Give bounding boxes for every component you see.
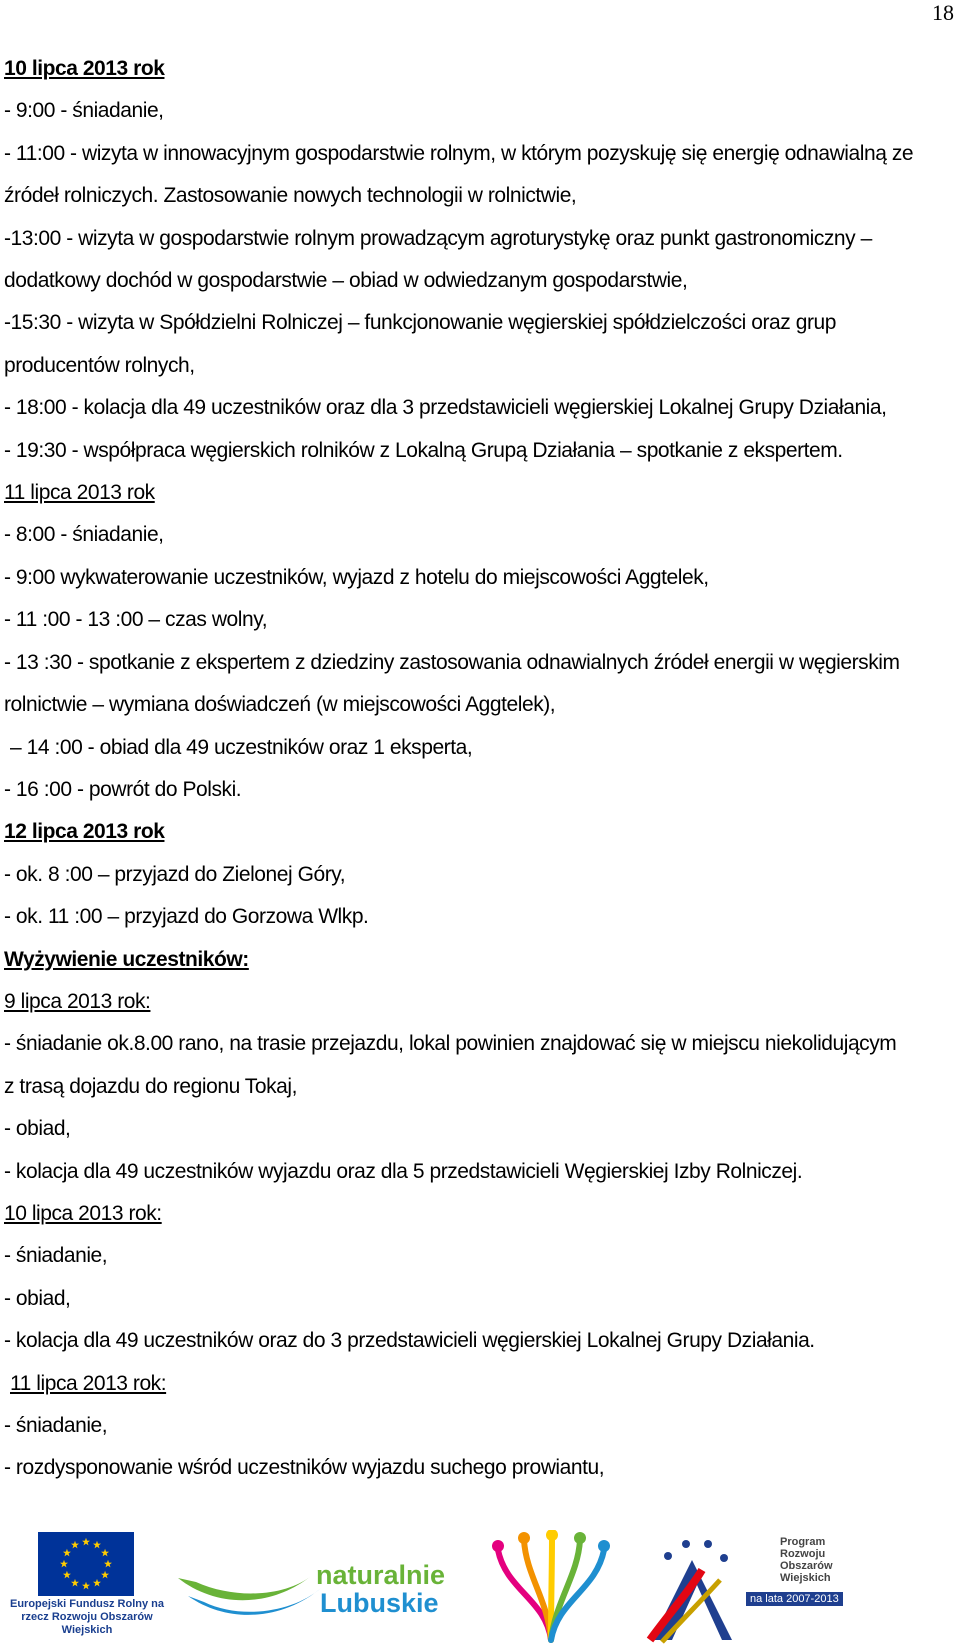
text-line: z trasą dojazdu do regionu Tokaj, [4, 1074, 297, 1098]
eu-star-icon [82, 1582, 90, 1590]
eu-star-icon [101, 1549, 109, 1557]
text-line: - ok. 8 :00 – przyjazd do Zielonej Góry, [4, 862, 346, 886]
eu-star-icon [93, 1541, 101, 1549]
text-line: 11 lipca 2013 rok: [10, 1371, 167, 1395]
text-line: - 13 :30 - spotkanie z ekspertem z dziedziny zastosowania odnawialnych źródeł energii w węgierskim [4, 650, 900, 674]
text-line: - kolacja dla 49 uczestników oraz do 3 przedstawicieli węgierskiej Lokalnej Grupy Działania. [4, 1329, 815, 1353]
lubuskie-text: Lubuskie [320, 1588, 439, 1618]
prow-title [780, 1536, 833, 1584]
eu-star-icon [60, 1560, 68, 1568]
naturalnie-text: naturalnie [316, 1560, 446, 1590]
text-line: - śniadanie ok.8.00 rano, na trasie przejazdu, lokal powinien znajdować się w miejscu niekolidującym [4, 1032, 897, 1056]
leader-flower-logo [486, 1530, 616, 1646]
eu-star-icon [71, 1541, 79, 1549]
text-line: - kolacja dla 49 uczestników wyjazdu oraz dla 5 przedstawicieli Węgierskiej Izby Rolniczej. [4, 1159, 803, 1183]
text-line: -13:00 - wizyta w gospodarstwie rolnym prowadzącym agroturystykę oraz punkt gastronomiczny – [4, 226, 872, 250]
text-line: 10 lipca 2013 rok [4, 57, 165, 80]
prow-emblem-icon [642, 1530, 742, 1646]
prow-period: na lata 2007-2013 [746, 1592, 843, 1606]
eu-star-icon [71, 1579, 79, 1587]
text-line: źródeł rolniczych. Zastosowanie nowych technologii w rolnictwie, [4, 184, 577, 208]
eu-star-icon [104, 1560, 112, 1568]
prow-line: Rozwoju [780, 1548, 826, 1560]
text-line: - obiad, [4, 1286, 71, 1310]
eu-fund-caption: Europejski Fundusz Rolny na rzecz Rozwoju Obszarów Wiejskich [9, 1598, 165, 1636]
text-line: - 9:00 - śniadanie, [4, 99, 164, 123]
prow-line: Wiejskich [780, 1572, 831, 1584]
text-line: – 14 :00 - obiad dla 49 uczestników oraz 1 eksperta, [10, 735, 473, 759]
eu-star-icon [93, 1579, 101, 1587]
text-line: Wyżywienie uczestników: [4, 947, 249, 971]
flower-icon [486, 1530, 616, 1646]
text-line: 9 lipca 2013 rok: [4, 989, 151, 1013]
text-line: 12 lipca 2013 rok [4, 820, 165, 844]
eu-star-icon [101, 1571, 109, 1579]
text-line: - 18:00 - kolacja dla 49 uczestników oraz dla 3 przedstawicieli węgierskiej Lokalnej Grupy Działania, [4, 396, 887, 420]
eu-flag-icon [38, 1532, 134, 1596]
text-line: - rozdysponowanie wśród uczestników wyjazdu suchego prowiantu, [4, 1456, 605, 1480]
text-line: - 19:30 - współpraca węgierskich rolników z Lokalną Grupą Działania – spotkanie z ekspertem. [4, 438, 843, 462]
text-line: - ok. 11 :00 – przyjazd do Gorzowa Wlkp. [4, 905, 369, 929]
text-line: - śniadanie, [4, 1244, 108, 1268]
text-line: producentów rolnych, [4, 353, 195, 377]
naturalnie-lubuskie-logo [176, 1538, 458, 1628]
eu-fund-logo [6, 1530, 166, 1646]
text-line: - 11 :00 - 13 :00 – czas wolny, [4, 608, 268, 632]
text-line: - 16 :00 - powrót do Polski. [4, 777, 242, 801]
footer-logos [0, 1530, 960, 1646]
text-line: -15:30 - wizyta w Spółdzielni Rolniczej – funkcjonowanie węgierskiej spółdzielczości oraz grup [4, 311, 836, 335]
page-number: 18 [932, 0, 954, 25]
lubuskie-swoosh-icon [176, 1538, 326, 1628]
eu-star-icon [82, 1538, 90, 1546]
text-line: - śniadanie, [4, 1414, 108, 1437]
text-line: dodatkowy dochód w gospodarstwie – obiad w odwiedzanym gospodarstwie, [4, 269, 688, 293]
text-line: 10 lipca 2013 rok: [4, 1201, 162, 1225]
prow-line: Obszarów [780, 1560, 833, 1572]
eu-star-icon [63, 1549, 71, 1557]
prow-line: Program [780, 1536, 826, 1548]
prow-logo [642, 1530, 942, 1646]
text-line: - 9:00 wykwaterowanie uczestników, wyjazd z hotelu do miejscowości Aggtelek, [4, 565, 709, 589]
text-line: rolnictwie – wymiana doświadczeń (w miejscowości Aggtelek), [4, 693, 556, 717]
text-line: - 8:00 - śniadanie, [4, 523, 164, 547]
text-line: - 11:00 - wizyta w innowacyjnym gospodarstwie rolnym, w którym pozyskuję się energię odnawialną ze [4, 141, 914, 165]
text-line: - obiad, [4, 1117, 71, 1141]
document-body [4, 48, 914, 1490]
eu-star-icon [63, 1571, 71, 1579]
text-line: 11 lipca 2013 rok [4, 481, 155, 505]
